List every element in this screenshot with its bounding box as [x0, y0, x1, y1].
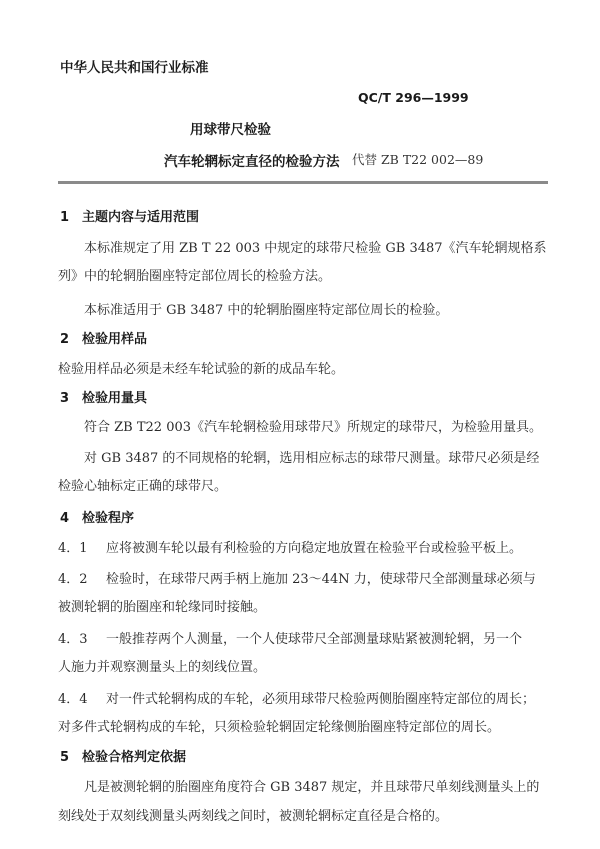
section-number: 2 [60, 332, 70, 347]
section-5-paragraph-1-line-2: 刻线处于双刻线测量头两刻线之间时，被测轮辋标定直径是合格的。 [58, 809, 449, 824]
document-title-line2: 汽车轮辋标定直径的检验方法 [164, 154, 340, 170]
section-number: 5 [60, 750, 70, 765]
section-title: 检验程序 [82, 511, 135, 526]
clause-number: 4．1 [58, 541, 88, 556]
section-1-heading [60, 206, 199, 225]
clause-number: 4．2 [58, 572, 88, 587]
section-1-paragraph-2: 本标准适用于 GB 3487 中的轮辋胎圈座特定部位周长的检验。 [84, 303, 449, 318]
clause-text: 检验时，在球带尺两手柄上施加 23～44N 力，使球带尺全部测量球必须与 [106, 572, 536, 587]
section-number: 1 [60, 210, 70, 225]
replaces-standard: 代替 ZB T22 002—89 [352, 152, 484, 167]
section-number: 4 [60, 511, 70, 526]
clause-4-1 [58, 537, 522, 556]
clause-number: 4．3 [58, 632, 88, 647]
section-title: 检验用量具 [82, 391, 148, 406]
section-title: 检验用样品 [82, 332, 148, 347]
issuing-authority: 中华人民共和国行业标准 [60, 60, 209, 76]
clause-number: 4．4 [58, 692, 88, 707]
clause-4-3-line-2: 人施力并观察测量头上的刻线位置。 [58, 660, 267, 675]
section-3-paragraph-1: 符合 ZB T22 003《汽车轮辋检验用球带尺》所规定的球带尺，为检验用量具。 [84, 420, 543, 435]
clause-text: 应将被测车轮以最有利检验的方向稳定地放置在检验平台或检验平板上。 [106, 541, 523, 556]
section-5-paragraph-1-line-1: 凡是被测轮辋的胎圈座角度符合 GB 3487 规定，并且球带尺单刻线测量头上的 [84, 780, 540, 795]
clause-4-3-line-1 [58, 628, 522, 647]
document-title-line1: 用球带尺检验 [190, 122, 271, 138]
clause-text: 对一件式轮辋构成的车轮，必须用球带尺检验两侧胎圈座特定部位的周长； [106, 692, 536, 707]
clause-4-2-line-1 [58, 568, 536, 587]
section-3-paragraph-2-line-2: 检验心轴标定正确的球带尺。 [58, 479, 228, 494]
section-1-paragraph-1-line-2: 列》中的轮辋胎圈座特定部位周长的检验方法。 [58, 269, 332, 284]
clause-4-4-line-2: 对多件式轮辋构成的车轮，只须检验轮辋固定轮缘侧胎圈座特定部位的周长。 [58, 720, 501, 735]
clause-4-2-line-2: 被测轮辋的胎圈座和轮缘同时接触。 [58, 600, 267, 615]
section-number: 3 [60, 391, 70, 406]
section-3-paragraph-2-line-1: 对 GB 3487 的不同规格的轮辋，选用相应标志的球带尺测量。球带尺必须是经 [84, 451, 540, 466]
section-5-heading [60, 746, 186, 765]
section-4-heading [60, 507, 134, 526]
section-2-heading [60, 328, 147, 347]
standard-number: QC/T 296—1999 [358, 90, 469, 105]
section-title: 检验合格判定依据 [82, 750, 187, 765]
section-1-paragraph-1-line-1: 本标准规定了用 ZB T 22 003 中规定的球带尺检验 GB 3487《汽车轮辋规格系 [84, 241, 547, 256]
section-3-heading [60, 387, 147, 406]
clause-text: 一般推荐两个人测量，一个人使球带尺全部测量球贴紧被测轮辋，另一个 [106, 632, 523, 647]
section-2-paragraph-1: 检验用样品必须是未经车轮试验的新的成品车轮。 [58, 362, 345, 377]
clause-4-4-line-1 [58, 688, 535, 707]
header-divider [58, 181, 548, 184]
section-title: 主题内容与适用范围 [82, 210, 200, 225]
